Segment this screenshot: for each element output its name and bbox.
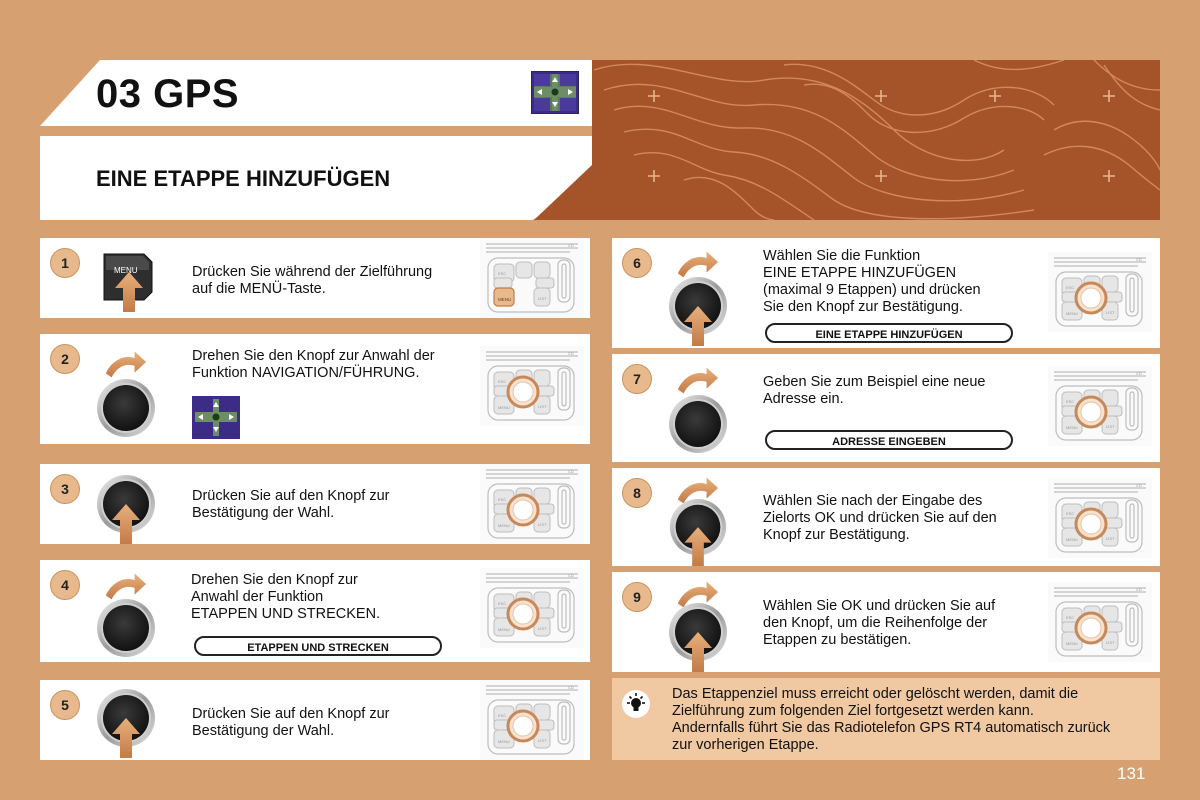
section-title: EINE ETAPPE HINZUFÜGEN	[96, 166, 391, 191]
step-number: 7	[622, 364, 652, 394]
step-text: Drehen Sie den Knopf zur Anwahl der Funktion ETAPPEN UND STRECKEN.	[191, 572, 381, 622]
menu-button-image	[100, 252, 156, 314]
screen-menu-label: EINE ETAPPE HINZUFÜGEN	[765, 323, 1013, 343]
step-card-2	[40, 334, 590, 444]
rotate-arrow-icon	[102, 568, 148, 602]
rotate-arrow-icon	[674, 362, 720, 396]
knob-press-illustration	[668, 276, 728, 346]
tip-text: Das Etappenziel muss erreicht oder gelöscht werden, damit die Zielführung zum folgenden Ziel fortgesetzt werden kann. Andernfalls führt Sie das Radiotelefon GPS RT4 automatisch zurück zur vorherigen Etappe.	[672, 686, 1111, 753]
console-illustration	[480, 464, 584, 544]
step-number: 4	[50, 570, 80, 600]
step-text: Wählen Sie OK und drücken Sie auf den Knopf, um die Reihenfolge der Etappen zu bestätigen.	[763, 598, 996, 648]
step-text: Geben Sie zum Beispiel eine neue Adresse ein.	[763, 374, 986, 407]
knob-press-illustration	[668, 498, 728, 566]
gps-crossroad-icon	[531, 71, 579, 114]
step-card-9	[612, 572, 1160, 672]
gps-crossroad-icon	[192, 396, 240, 439]
knob-press-illustration	[96, 474, 156, 544]
step-text: Wählen Sie nach der Eingabe des Zielorts OK und drücken Sie auf den Knopf zur Bestätigung.	[763, 493, 997, 543]
console-illustration	[480, 346, 584, 426]
step-card-7	[612, 354, 1160, 462]
knob-illustration	[96, 598, 156, 658]
knob-press-illustration	[668, 602, 728, 672]
lightbulb-icon	[622, 690, 650, 718]
header-divider	[40, 126, 592, 136]
step-text: Drücken Sie auf den Knopf zur Bestätigung der Wahl.	[192, 488, 390, 521]
chapter-title: 03 GPS	[96, 72, 240, 116]
rotate-arrow-icon	[674, 246, 720, 280]
step-card-4	[40, 560, 590, 662]
console-illustration	[480, 680, 584, 760]
menu-button-label: MENU	[114, 266, 138, 275]
knob-press-illustration	[96, 688, 156, 758]
step-number: 5	[50, 690, 80, 720]
step-text: Drücken Sie während der Zielführung auf die MENÜ-Taste.	[192, 264, 433, 297]
knob-illustration	[96, 378, 156, 438]
page-number: 131	[1117, 764, 1146, 783]
step-card-6	[612, 238, 1160, 348]
console-menu-label: MENU	[498, 297, 512, 302]
step-number: 9	[622, 582, 652, 612]
tip-box	[612, 678, 1160, 760]
screen-menu-label: ETAPPEN UND STRECKEN	[194, 636, 442, 656]
knob-illustration	[668, 394, 728, 454]
screen-menu-label: ADRESSE EINGEBEN	[765, 430, 1013, 450]
step-text: Drehen Sie den Knopf zur Anwahl der Funktion NAVIGATION/FÜHRUNG.	[192, 348, 435, 381]
step-number: 8	[622, 478, 652, 508]
topographic-map-image	[534, 60, 1160, 220]
console-illustration	[1048, 252, 1152, 332]
step-number: 3	[50, 474, 80, 504]
console-illustration	[480, 568, 584, 648]
console-illustration	[1048, 366, 1152, 446]
step-number: 1	[50, 248, 80, 278]
console-illustration	[480, 238, 584, 318]
step-text: Drücken Sie auf den Knopf zur Bestätigung der Wahl.	[192, 706, 390, 739]
step-card-3	[40, 464, 590, 544]
step-card-8	[612, 468, 1160, 566]
console-illustration	[1048, 582, 1152, 662]
step-card-5	[40, 680, 590, 760]
step-number: 2	[50, 344, 80, 374]
step-number: 6	[622, 248, 652, 278]
console-illustration	[1048, 478, 1152, 558]
rotate-arrow-icon	[102, 346, 148, 380]
step-card-1	[40, 238, 590, 318]
step-text: Wählen Sie die Funktion EINE ETAPPE HINZUFÜGEN (maximal 9 Etappen) und drücken Sie den Knopf zur Bestätigung.	[763, 248, 981, 315]
